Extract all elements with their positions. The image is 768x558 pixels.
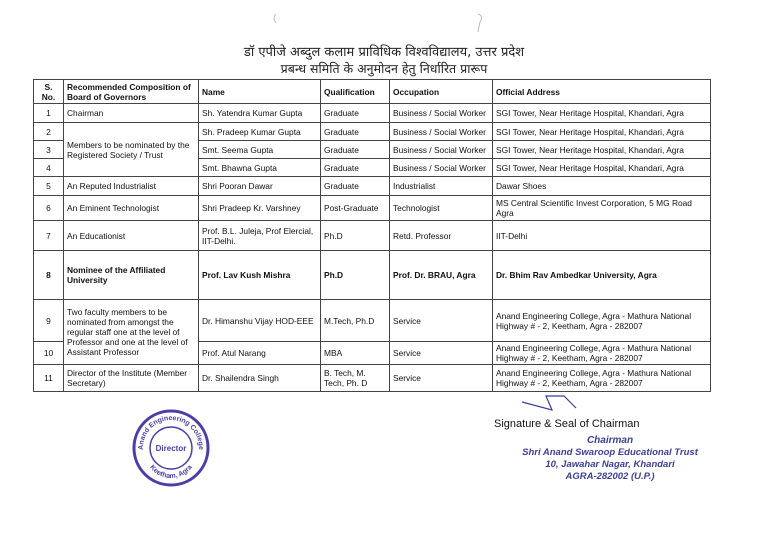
column-header-address: Official Address <box>493 80 711 104</box>
sno-cell: 10 <box>34 342 64 365</box>
sno-cell: 3 <box>34 141 64 159</box>
column-header-occupation: Occupation <box>390 80 493 104</box>
name-cell: Sh. Yatendra Kumar Gupta <box>199 104 321 123</box>
composition-cell: An Reputed Industrialist <box>64 177 199 196</box>
sno-cell: 7 <box>34 221 64 251</box>
composition-cell: Two faculty members to be nominated from amongst the regular staff one at the level of Professor and one at the level of Assistant Professor <box>64 300 199 365</box>
address-cell: MS Central Scientific Invest Corporation, 5 MG Road Agra <box>493 196 711 221</box>
name-cell: Shri Pradeep Kr. Varshney <box>199 196 321 221</box>
address-cell: Dawar Shoes <box>493 177 711 196</box>
qualification-cell: B. Tech, M. Tech, Ph. D <box>321 365 390 392</box>
qualification-cell: Ph.D <box>321 251 390 300</box>
stamp-line-1: Chairman <box>586 435 634 446</box>
occupation-cell: Service <box>390 365 493 392</box>
table-row <box>34 123 711 141</box>
name-cell: Shri Pooran Dawar <box>199 177 321 196</box>
column-header-qualification: Qualification <box>321 80 390 104</box>
sno-cell: 4 <box>34 159 64 177</box>
column-header-sno: S. No. <box>34 80 64 104</box>
table-row <box>34 104 711 123</box>
signature-label: Signature & Seal of Chairman <box>494 418 640 430</box>
name-cell: Smt. Bhawna Gupta <box>199 159 321 177</box>
address-cell: Anand Engineering College, Agra - Mathura National Highway # - 2, Keetham, Agra - 282007 <box>493 342 711 365</box>
name-cell: Prof. Lav Kush Mishra <box>199 251 321 300</box>
qualification-cell: Graduate <box>321 177 390 196</box>
qualification-cell: Graduate <box>321 123 390 141</box>
name-cell: Dr. Himanshu Vijay HOD-EEE <box>199 300 321 342</box>
name-cell: Prof. B.L. Juleja, Prof Elercial, IIT-Delhi. <box>199 221 321 251</box>
composition-cell: An Educationist <box>64 221 199 251</box>
table-row <box>34 251 711 300</box>
occupation-cell: Service <box>390 342 493 365</box>
qualification-cell: Ph.D <box>321 221 390 251</box>
sno-cell: 1 <box>34 104 64 123</box>
composition-cell: An Eminent Technologist <box>64 196 199 221</box>
chairman-stamp <box>510 435 710 483</box>
table-row <box>34 365 711 392</box>
table-header-row <box>34 80 711 104</box>
qualification-cell: Post-Graduate <box>321 196 390 221</box>
sno-cell: 11 <box>34 365 64 392</box>
occupation-cell: Technologist <box>390 196 493 221</box>
sno-cell: 2 <box>34 123 64 141</box>
name-cell: Dr. Shailendra Singh <box>199 365 321 392</box>
table-row <box>34 300 711 342</box>
sno-cell: 8 <box>34 251 64 300</box>
occupation-cell: Business / Social Worker <box>390 141 493 159</box>
sno-cell: 6 <box>34 196 64 221</box>
column-header-composition: Recommended Composition of Board of Governors <box>64 80 199 104</box>
table-row <box>34 196 711 221</box>
sno-cell: 5 <box>34 177 64 196</box>
composition-cell: Director of the Institute (Member Secretary) <box>64 365 199 392</box>
stamp-line-2: Shri Anand Swaroop Educational Trust <box>522 447 698 458</box>
qualification-cell: Graduate <box>321 104 390 123</box>
seal-center-text: Director <box>155 444 187 453</box>
signature-scribble <box>520 392 580 418</box>
name-cell: Prof. Atul Narang <box>199 342 321 365</box>
address-cell: Anand Engineering College, Agra - Mathura National Highway # - 2, Keetham, Agra - 282007 <box>493 365 711 392</box>
occupation-cell: Business / Social Worker <box>390 159 493 177</box>
address-cell: IIT-Delhi <box>493 221 711 251</box>
stamp-line-4: AGRA-282002 (U.P.) <box>565 471 655 482</box>
address-cell: SGI Tower, Near Heritage Hospital, Khandari, Agra <box>493 104 711 123</box>
occupation-cell: Prof. Dr. BRAU, Agra <box>390 251 493 300</box>
address-cell: Anand Engineering College, Agra - Mathura National Highway # - 2, Keetham, Agra - 282007 <box>493 300 711 342</box>
sno-cell: 9 <box>34 300 64 342</box>
composition-cell: Nominee of the Affiliated University <box>64 251 199 300</box>
occupation-cell: Retd. Professor <box>390 221 493 251</box>
occupation-cell: Service <box>390 300 493 342</box>
address-cell: SGI Tower, Near Heritage Hospital, Khandari, Agra <box>493 123 711 141</box>
address-cell: SGI Tower, Near Heritage Hospital, Khandari, Agra <box>493 159 711 177</box>
name-cell: Sh. Pradeep Kumar Gupta <box>199 123 321 141</box>
seal-bottom-text: Keetham, Agra <box>148 463 194 481</box>
seal-top-text: Anand Engineering College <box>137 414 205 450</box>
institute-seal <box>131 408 211 488</box>
occupation-cell: Business / Social Worker <box>390 123 493 141</box>
occupation-cell: Industrialist <box>390 177 493 196</box>
occupation-cell: Business / Social Worker <box>390 104 493 123</box>
table-row <box>34 221 711 251</box>
qualification-cell: M.Tech, Ph.D <box>321 300 390 342</box>
column-header-name: Name <box>199 80 321 104</box>
header-line-2: प्रबन्ध समिति के अनुमोदन हेतु निर्धारित प्रारूप <box>280 61 488 76</box>
address-cell: SGI Tower, Near Heritage Hospital, Khandari, Agra <box>493 141 711 159</box>
stamp-line-3: 10, Jawahar Nagar, Khandari <box>545 459 675 470</box>
board-of-governors-table <box>33 79 711 392</box>
address-cell: Dr. Bhim Rav Ambedkar University, Agra <box>493 251 711 300</box>
composition-cell: Members to be nominated by the Registered Society / Trust <box>64 123 199 177</box>
table-row <box>34 177 711 196</box>
qualification-cell: Graduate <box>321 141 390 159</box>
header-line-1: डॉ एपीजे अब्दुल कलाम प्राविधिक विश्वविद्यालय, उत्तर प्रदेश <box>243 45 525 60</box>
composition-cell: Chairman <box>64 104 199 123</box>
svg-text:Keetham, Agra <box>148 464 194 480</box>
qualification-cell: Graduate <box>321 159 390 177</box>
name-cell: Smt. Seema Gupta <box>199 141 321 159</box>
qualification-cell: MBA <box>321 342 390 365</box>
